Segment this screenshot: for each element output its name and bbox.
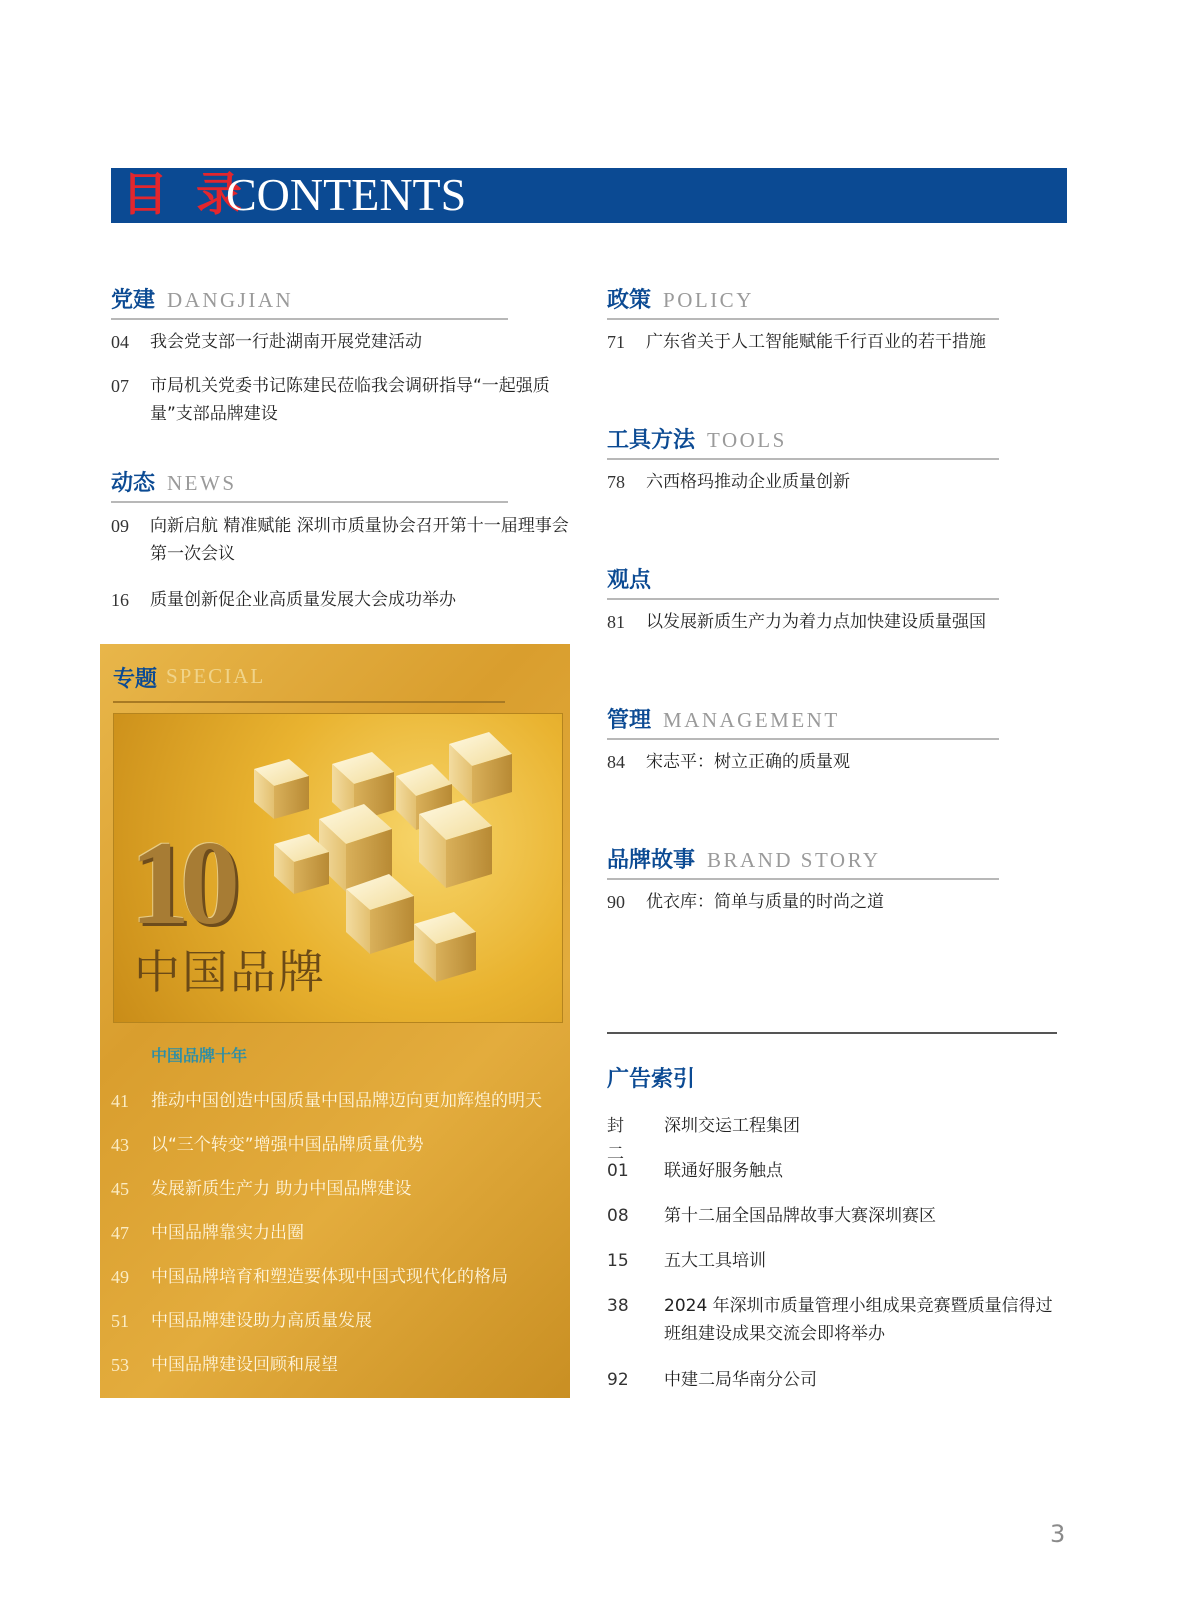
page-number: 43 xyxy=(111,1135,129,1155)
page-number: 38 xyxy=(607,1296,629,1316)
section-rule xyxy=(111,318,508,320)
page-number: 49 xyxy=(111,1267,129,1287)
entry-title: 优衣库：简单与质量的时尚之道 xyxy=(646,892,884,912)
entry-title: 推动中国创造中国质量中国品牌迈向更加辉煌的明天 xyxy=(151,1091,542,1111)
section-title-cn: 管理 xyxy=(607,708,652,733)
page-footer-number: 3 xyxy=(1050,1520,1066,1548)
page-number: 09 xyxy=(111,516,129,536)
page-number: 01 xyxy=(607,1161,629,1181)
ad-title: 五大工具培训 xyxy=(664,1251,766,1271)
page-number: 47 xyxy=(111,1223,129,1243)
section-title-cn: 动态 xyxy=(111,471,156,496)
page-number: 78 xyxy=(607,472,625,492)
page-number: 08 xyxy=(607,1206,629,1226)
page-number: 51 xyxy=(111,1311,129,1331)
page-number: 53 xyxy=(111,1355,129,1375)
entry-title: 中国品牌靠实力出圈 xyxy=(151,1223,304,1243)
contents-title-en: CONTENTS xyxy=(226,169,467,220)
page-number: 45 xyxy=(111,1179,129,1199)
special-sub-label: 中国品牌十年 xyxy=(151,1046,248,1065)
page-number: 16 xyxy=(111,590,129,610)
section-title-cn: 党建 xyxy=(111,288,156,313)
page-number: 81 xyxy=(607,612,625,632)
ad-index-title: 广告索引 xyxy=(607,1067,696,1092)
section-rule xyxy=(607,598,999,600)
section-title-cn: 政策 xyxy=(607,288,652,313)
page-number: 84 xyxy=(607,752,625,772)
section-title-cn: 品牌故事 xyxy=(607,848,696,873)
section-management xyxy=(607,703,999,740)
section-rule xyxy=(607,458,999,460)
section-brand-story xyxy=(607,843,999,880)
section-title-cn: 工具方法 xyxy=(607,428,696,453)
ad-divider xyxy=(607,1032,1057,1034)
section-title-en: DANGJIAN xyxy=(167,288,294,312)
entry-title: 以“三个转变”增强中国品牌质量优势 xyxy=(151,1135,424,1155)
section-policy xyxy=(607,283,999,320)
section-title-en: POLICY xyxy=(663,288,754,312)
section-title-en: NEWS xyxy=(167,471,237,495)
page-number: 15 xyxy=(607,1251,629,1271)
section-title-en: SPECIAL xyxy=(166,664,266,688)
section-news xyxy=(111,466,508,503)
page-number: 封二 xyxy=(607,1116,624,1164)
entry-title: 发展新质生产力 助力中国品牌建设 xyxy=(151,1179,412,1199)
entry-title: 以发展新质生产力为着力点加快建设质量强国 xyxy=(646,612,986,632)
section-rule xyxy=(113,701,505,703)
page-number: 04 xyxy=(111,332,129,352)
entry-title: 中国品牌建设回顾和展望 xyxy=(151,1355,338,1375)
section-title-en: BRAND STORY xyxy=(707,848,881,872)
entry-title: 市局机关党委书记陈建民莅临我会调研指导“一起强质量”支部品牌建设 xyxy=(150,376,550,424)
page-number: 71 xyxy=(607,332,625,352)
special-cover-image[interactable] xyxy=(113,713,563,1023)
section-rule xyxy=(607,878,999,880)
cover-title: 中国品牌 xyxy=(134,945,326,999)
entry-title: 向新启航 精准赋能 深圳市质量协会召开第十一届理事会第一次会议 xyxy=(150,516,569,564)
ad-title: 深圳交运工程集团 xyxy=(664,1116,800,1136)
section-dangjian xyxy=(111,283,508,320)
section-rule xyxy=(607,738,999,740)
entry-title: 中国品牌建设助力高质量发展 xyxy=(151,1311,372,1331)
page-number: 90 xyxy=(607,892,625,912)
page-number: 92 xyxy=(607,1370,629,1390)
entry-title: 宋志平：树立正确的质量观 xyxy=(646,752,850,772)
section-rule xyxy=(111,501,508,503)
ad-title: 中建二局华南分公司 xyxy=(664,1370,817,1390)
ad-title: 联通好服务触点 xyxy=(664,1161,783,1181)
ad-title: 2024 年深圳市质量管理小组成果竞赛暨质量信得过班组建设成果交流会即将举办 xyxy=(664,1296,1053,1344)
page-number: 41 xyxy=(111,1091,129,1111)
cover-number: 10 xyxy=(130,816,230,949)
contents-title-cn: 目 录 xyxy=(122,167,249,221)
entry-title: 我会党支部一行赴湖南开展党建活动 xyxy=(150,332,422,352)
entry-title: 质量创新促企业高质量发展大会成功举办 xyxy=(150,590,456,610)
ad-title: 第十二届全国品牌故事大赛深圳赛区 xyxy=(664,1206,936,1226)
section-rule xyxy=(607,318,999,320)
section-tools xyxy=(607,423,999,460)
entry-title: 中国品牌培育和塑造要体现中国式现代化的格局 xyxy=(151,1267,508,1287)
cube-shape xyxy=(449,732,512,804)
entry-title: 广东省关于人工智能赋能千行百业的若干措施 xyxy=(646,332,986,352)
entry-title: 六西格玛推动企业质量创新 xyxy=(646,472,850,492)
page-number: 07 xyxy=(111,376,129,396)
section-viewpoint xyxy=(607,563,999,600)
section-title-en: MANAGEMENT xyxy=(663,708,840,732)
section-title-en: TOOLS xyxy=(707,428,787,452)
section-title-cn: 观点 xyxy=(607,568,652,593)
section-title-cn: 专题 xyxy=(113,667,158,692)
